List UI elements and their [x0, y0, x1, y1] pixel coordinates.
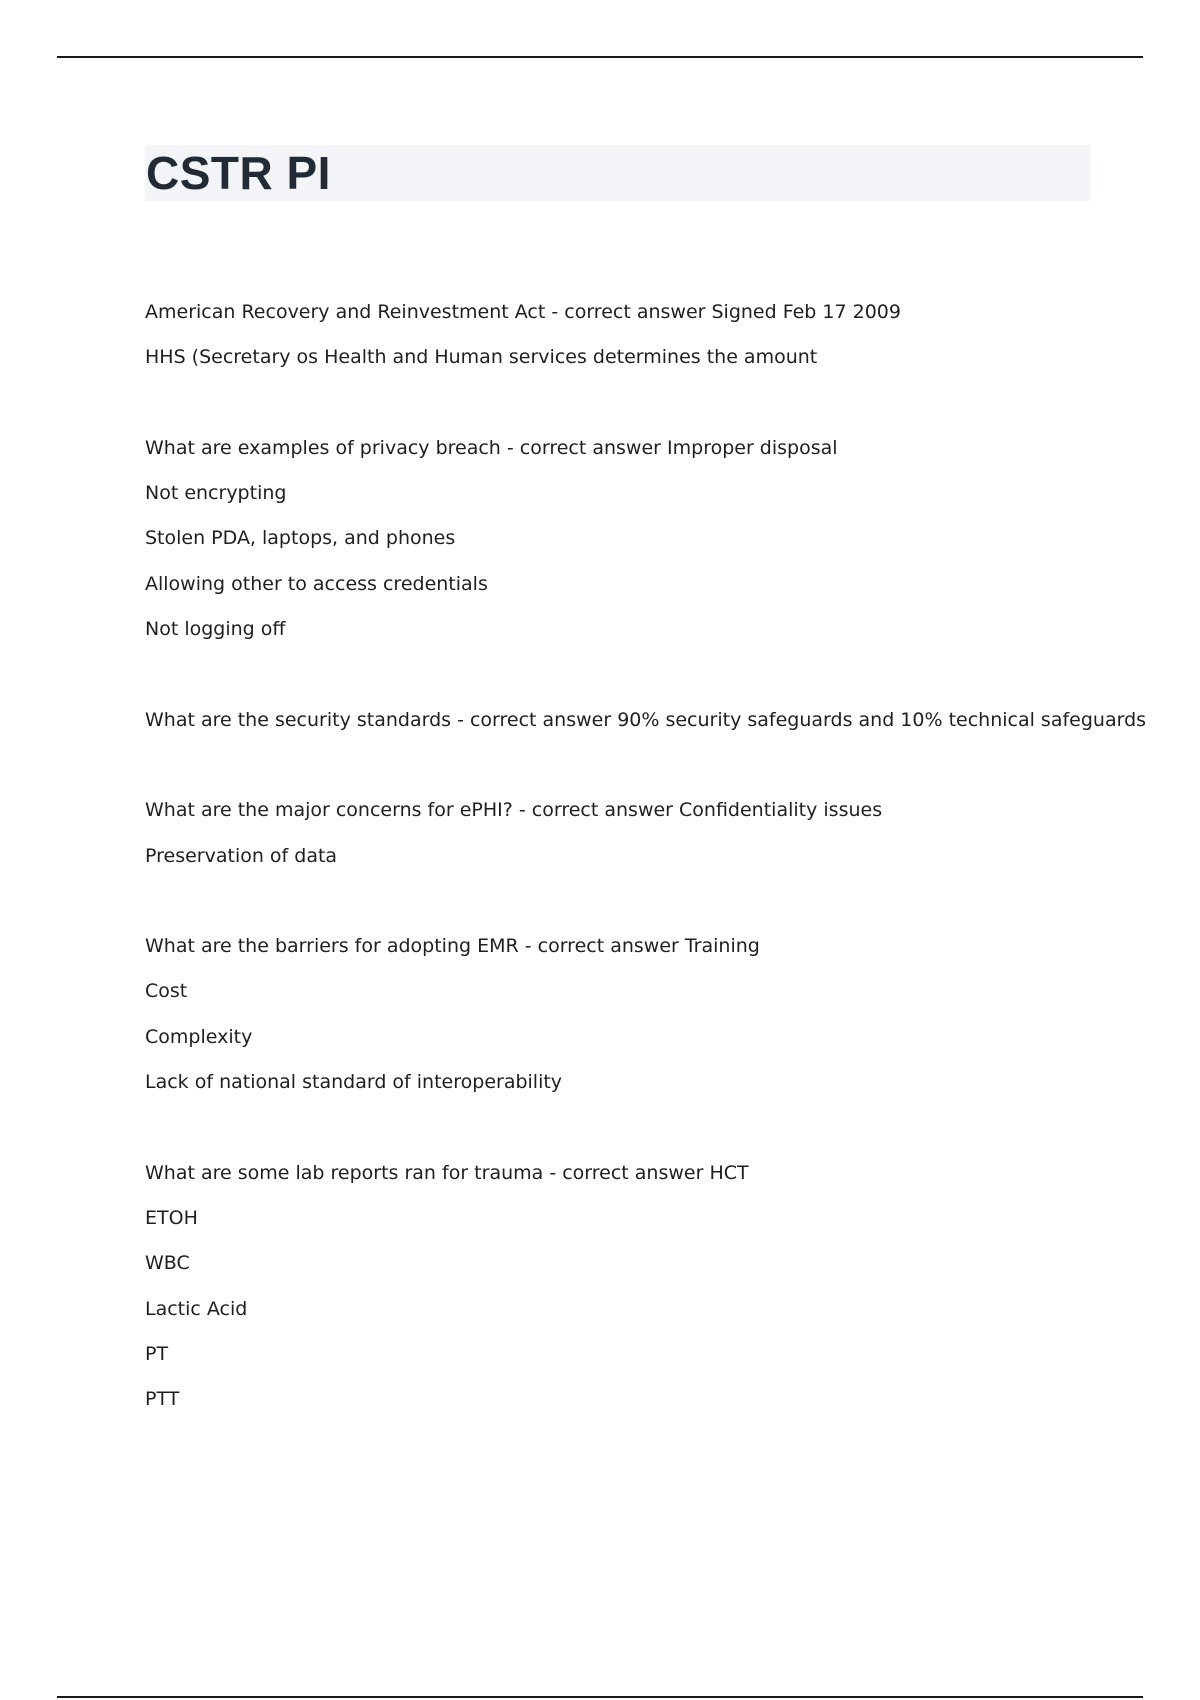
qa-first-line: [145, 924, 1105, 969]
answer-text: Signed Feb 17 2009: [711, 301, 901, 323]
answer-line: Stolen PDA, laptops, and phones: [145, 527, 456, 550]
answer-line: Complexity: [145, 1025, 253, 1048]
qa-block: [145, 290, 1105, 381]
qa-first-line: [145, 788, 1105, 833]
question-text: What are the security standards: [145, 708, 452, 731]
answer-line: ETOH: [145, 1206, 198, 1229]
answer-line: Lactic Acid: [145, 1297, 248, 1320]
document-body: [145, 290, 1147, 1468]
top-rule: [57, 56, 1143, 58]
qa-block: [145, 1151, 1105, 1423]
answer-line: HHS (Secretary os Health and Human services determines the amount: [145, 346, 818, 369]
question-text: What are examples of privacy breach: [145, 436, 501, 459]
qa-block: [145, 426, 1105, 652]
answer-separator: - correct answer: [451, 708, 618, 731]
question-text: What are some lab reports ran for trauma: [145, 1161, 544, 1184]
answer-line: PT: [145, 1342, 169, 1365]
answer-separator: - correct answer: [543, 1161, 710, 1184]
answer-line: Not encrypting: [145, 482, 287, 505]
answer-line: Allowing other to access credentials: [145, 572, 488, 595]
answer-text: Training: [684, 935, 760, 958]
answer-line: Preservation of data: [145, 844, 338, 867]
answer-text: Improper disposal: [667, 436, 838, 459]
qa-first-line: [145, 426, 1105, 471]
qa-block: [145, 788, 1105, 879]
document-title: CSTR PI: [146, 147, 331, 199]
answer-line: Cost: [145, 980, 188, 1003]
qa-first-line: [145, 290, 1105, 335]
answer-separator: - correct answer: [500, 436, 668, 459]
question-text: American Recovery and Reinvestment Act: [145, 301, 546, 323]
answer-separator: - correct answer: [518, 935, 685, 958]
bottom-rule: [57, 1696, 1143, 1698]
answer-line: WBC: [145, 1252, 190, 1275]
question-text: What are the major concerns for ePHI?: [145, 799, 513, 822]
question-text: What are the barriers for adopting EMR: [145, 935, 519, 958]
answer-separator: - correct answer: [545, 301, 712, 323]
qa-first-line: [145, 698, 1147, 743]
answer-text: Confidentiality issues: [679, 799, 883, 822]
answer-line: PTT: [145, 1388, 180, 1411]
answer-separator: - correct answer: [512, 799, 680, 822]
answer-line: Not logging off: [145, 618, 286, 641]
answer-text: 90% security safeguards and 10% technical safeguards: [617, 708, 1147, 731]
qa-first-line: [145, 1151, 1105, 1196]
qa-block: [145, 924, 1105, 1105]
qa-block: [145, 698, 1147, 743]
answer-line: Lack of national standard of interoperability: [145, 1071, 563, 1094]
answer-text: HCT: [709, 1161, 749, 1184]
